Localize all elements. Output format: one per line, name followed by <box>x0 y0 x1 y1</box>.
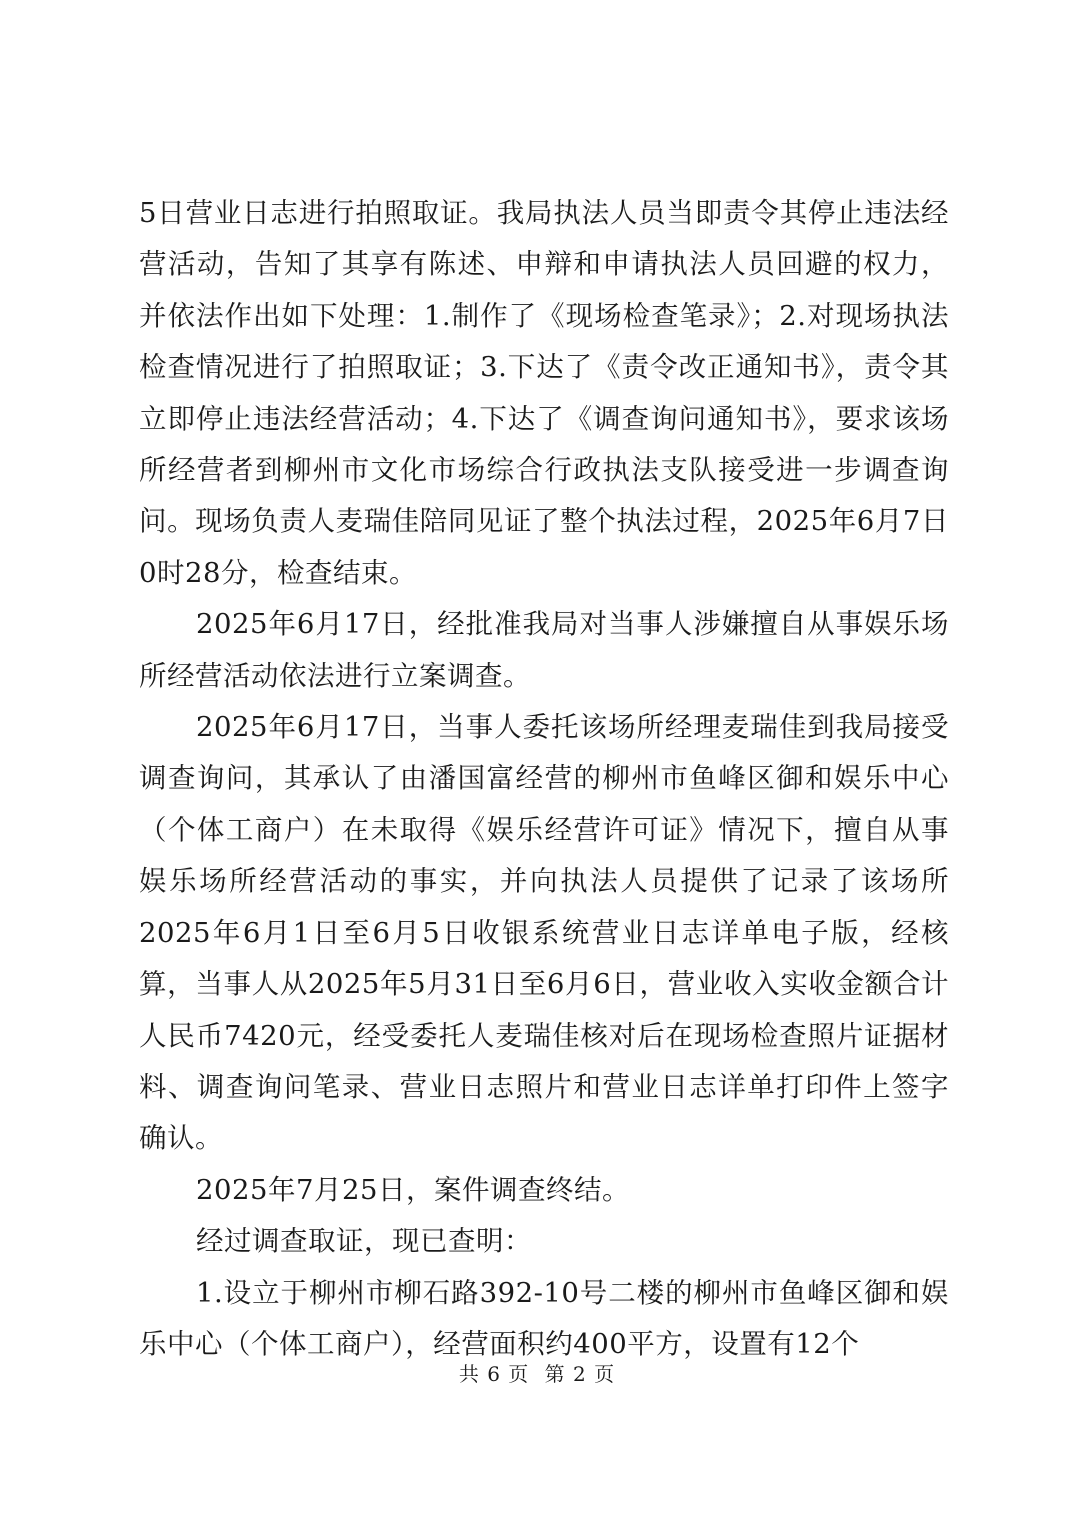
paragraph-case-filing: 2025年6月17日，经批准我局对当事人涉嫌擅自从事娱乐场所经营活动依法进行立案调查。 <box>139 608 949 692</box>
paragraph-inspection-handling: 5日营业日志进行拍照取证。我局执法人员当即责令其停止违法经营活动，告知了其享有陈述、申辩和申请执法人员回避的权力，并依法作出如下处理：1.制作了《现场检查笔录》；2.对现场执法检查情况进行了拍照取证；3.下达了《责令改正通知书》，责令其立即停止违法经营活动；4.下达了《调查询问通知书》，要求该场所经营者到柳州市文化市场综合行政执法支队接受进一步调查询问。现场负责人麦瑞佳陪同见证了整个执法过程，2025年6月7日0时28分，检查结束。 <box>139 197 949 589</box>
current-page-label: 第 2 页 <box>544 1362 616 1386</box>
total-pages-label: 共 6 页 <box>458 1362 530 1386</box>
page-footer <box>0 1360 1074 1388</box>
paragraph-investigation-end: 2025年7月25日，案件调查终结。 <box>196 1173 630 1206</box>
paragraph-finding-1: 1.设立于柳州市柳石路392-10号二楼的柳州市鱼峰区御和娱乐中心（个体工商户），经营面积约400平方，设置有12个 <box>139 1276 949 1360</box>
paragraph-inquiry: 2025年6月17日，当事人委托该场所经理麦瑞佳到我局接受调查询问，其承认了由潘国富经营的柳州市鱼峰区御和娱乐中心（个体工商户）在未取得《娱乐经营许可证》情况下，擅自从事娱乐场所经营活动的事实，并向执法人员提供了记录了该场所2025年6月1日至6月5日收银系统营业日志详单电子版，经核算，当事人从2025年5月31日至6月6日，营业收入实收金额合计人民币7420元，经受委托人麦瑞佳核对后在现场检查照片证据材料、调查询问笔录、营业日志照片和营业日志详单打印件上签字确认。 <box>139 711 949 1155</box>
document-body <box>139 188 949 1370</box>
paragraph-findings-intro: 经过调查取证，现已查明： <box>196 1225 532 1258</box>
